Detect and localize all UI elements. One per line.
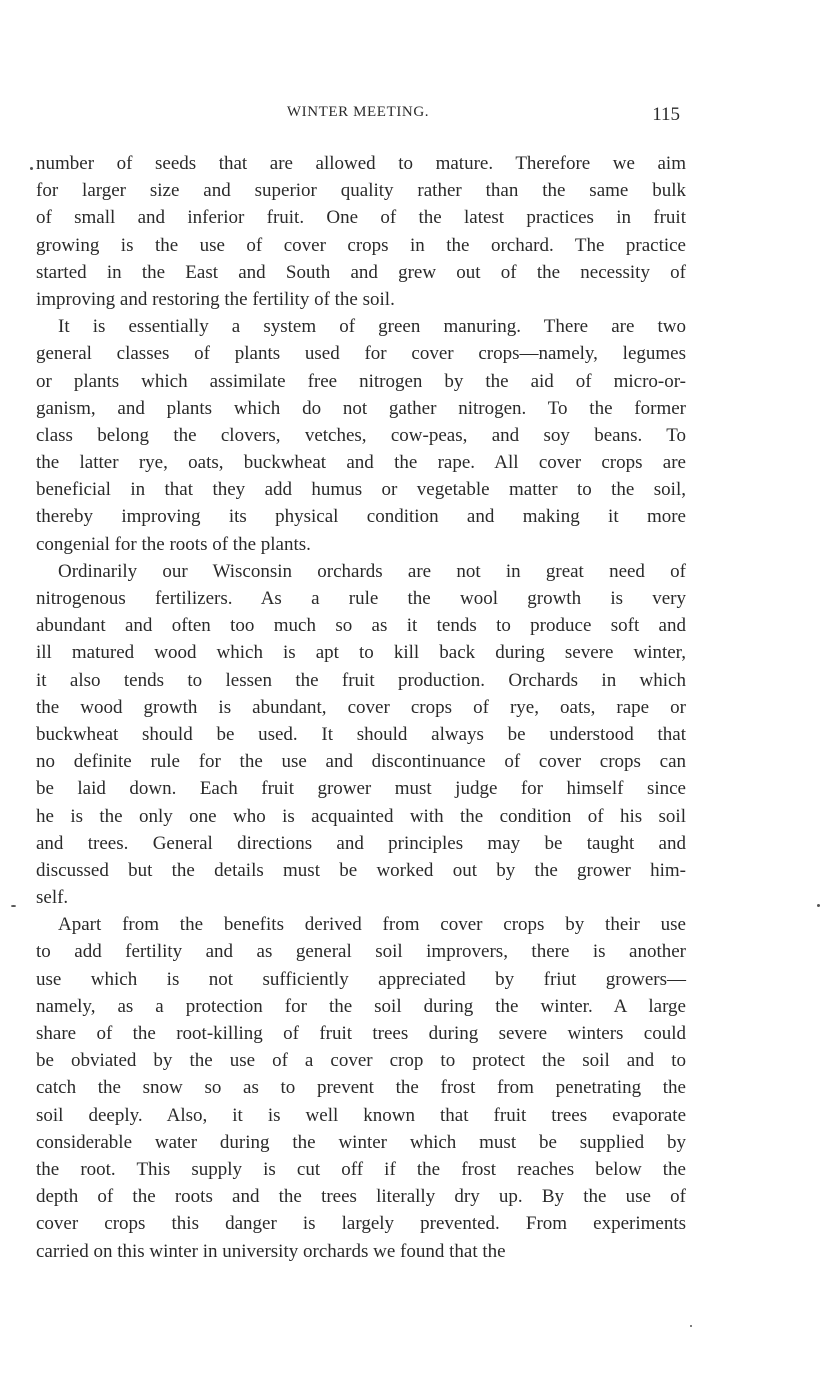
text-line: class belong the clovers, vetches, cow-peas, and soy beans. To: [36, 424, 686, 446]
text-line: congenial for the roots of the plants.: [36, 533, 311, 555]
text-line: ganism, and plants which do not gather nitrogen. To the former: [36, 397, 686, 419]
text-line: be obviated by the use of a cover crop to protect the soil and to: [36, 1050, 686, 1072]
text-line: nitrogenous fertilizers. As a rule the wool growth is very: [36, 588, 686, 609]
text-line: started in the East and South and grew out of the necessity of: [36, 261, 686, 283]
text-line: Apart from the benefits derived from cover crops by their use: [58, 914, 686, 936]
text-line: cover crops this danger is largely prevented. From experiments: [36, 1213, 686, 1235]
text-line: or plants which assimilate free nitrogen by the aid of micro-or-: [36, 370, 686, 392]
text-line: the root. This supply is cut off if the frost reaches below the: [36, 1158, 686, 1180]
running-title: WINTER MEETING.: [286, 104, 430, 120]
text-line: number of seeds that are allowed to mature. Therefore we aim: [36, 153, 686, 174]
text-line: soil deeply. Also, it is well known that fruit trees evaporate: [36, 1104, 686, 1126]
paragraph: [36, 911, 686, 1264]
text-line: general classes of plants used for cover crops—namely, legumes: [36, 343, 686, 365]
text-line: thereby improving its physical condition and making it more: [36, 506, 686, 528]
text-line: no definite rule for the use and discontinuance of cover crops can: [36, 751, 686, 773]
print-speck: [11, 905, 16, 907]
text-line: and trees. General directions and principles may be taught and: [36, 832, 686, 854]
text-line: discussed but the details must be worked out by the grower him-: [36, 859, 686, 881]
paragraph: [36, 313, 686, 558]
text-line: he is the only one who is acquainted with the condition of his soil: [36, 805, 686, 827]
text-line: depth of the roots and the trees literally dry up. By the use of: [36, 1186, 686, 1208]
text-line: abundant and often too much so as it tends to produce soft and: [36, 615, 686, 637]
text-line: catch the snow so as to prevent the frost from penetrating the: [36, 1077, 686, 1099]
print-speck: [817, 904, 820, 907]
text-line: beneficial in that they add humus or vegetable matter to the soil,: [36, 479, 686, 501]
text-line: be laid down. Each fruit grower must judge for himself since: [36, 778, 686, 800]
text-line: buckwheat should be used. It should always be understood that: [36, 723, 686, 745]
running-head: [36, 104, 680, 126]
paragraph: [36, 558, 686, 911]
body-text: [36, 150, 686, 1265]
text-line: It is essentially a system of green manuring. There are two: [58, 316, 686, 338]
paragraph: [36, 150, 686, 313]
text-line: Ordinarily our Wisconsin orchards are not in great need of: [58, 560, 686, 582]
text-line: to add fertility and as general soil improvers, there is another: [36, 941, 686, 963]
text-line: the latter rye, oats, buckwheat and the rape. All cover crops are: [36, 452, 686, 474]
text-line: carried on this winter in university orchards we found that the: [36, 1240, 506, 1262]
print-speck: [690, 1325, 692, 1327]
text-line: the wood growth is abundant, cover crops of rye, oats, rape or: [36, 696, 686, 718]
text-line: use which is not sufficiently appreciated by friut growers—: [36, 968, 686, 990]
page-number: 115: [652, 104, 680, 125]
text-line: growing is the use of cover crops in the orchard. The practice: [36, 234, 686, 256]
text-line: ill matured wood which is apt to kill back during severe winter,: [36, 642, 686, 664]
text-line: share of the root-killing of fruit trees during severe winters could: [36, 1023, 686, 1044]
text-line: improving and restoring the fertility of the soil.: [36, 288, 395, 310]
text-line: for larger size and superior quality rather than the same bulk: [36, 180, 686, 202]
text-line: of small and inferior fruit. One of the latest practices in fruit: [36, 207, 686, 229]
text-line: namely, as a protection for the soil during the winter. A large: [36, 995, 686, 1017]
text-line: it also tends to lessen the fruit production. Orchards in which: [36, 669, 686, 691]
print-speck: [30, 167, 33, 170]
text-line: self.: [36, 887, 69, 909]
text-line: considerable water during the winter which must be supplied by: [36, 1131, 686, 1153]
